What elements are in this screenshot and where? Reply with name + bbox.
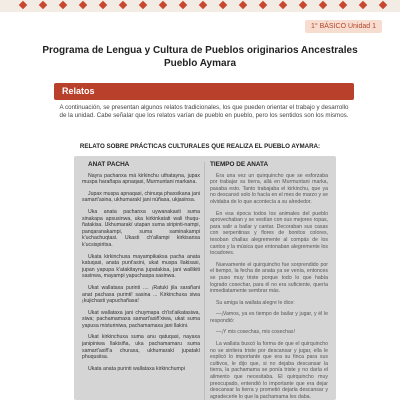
band-motif [199, 1, 207, 9]
aymara-paragraph: Ukat kirkinchuxa suma anu qatuqasi, nayaxa janipiniwa llakisiña, uka pachamamaru suma samart'asiñ'a churaxa, ukhumarakí jupatakí phuqusiisa. [82, 334, 200, 361]
aymara-paragraph: Ukata kirkinchuxa mayampikaksa pacha anata katuqasi, anata punt'asini, ukat muspa llakisasi, jupan yapupa k'atakitayna jupatakisa, jani wallikiti sasinwa, mayampi yapuchaspa sasinwa. [82, 253, 200, 280]
band-motif [159, 1, 167, 9]
intro-text: A continuación, se presentan algunos relatos tradicionales, los que pueden orientar el trabajo y desarrollo de la unidad. Cabe señalar que los relatos varían de pueblo en pueblo, pero los sentidos son los mismos. [59, 104, 349, 119]
story-panel [74, 156, 336, 400]
band-motif [279, 1, 287, 9]
column-divider [204, 162, 205, 400]
aymara-paragraph: Nayra pachanxa má kirkinchu uthatayna, jupax muspa harañapa apnaqasi, Murmuntani markana. [82, 172, 200, 186]
program-title: Programa de Lengua y Cultura de Pueblos originarios Ancestrales [42, 45, 358, 56]
story-section-title: RELATO SOBRE PRÁCTICAS CULTURALES QUE REALIZA EL PUEBLO AYMARA: [79, 143, 321, 150]
spanish-heading: TIEMPO DE ANATA [210, 161, 269, 168]
decorative-top-band [0, 0, 400, 12]
program-subtitle: Pueblo Aymara [163, 58, 237, 69]
aymara-paragraph: Ukat wallataxa purinti .... ¡Ratuki jila sarañani anat pachaxa purinti! sasina ... Kirkinchuxa siwa ¡kujichasti yapuchañasa! [82, 284, 200, 305]
banner-label: Relatos [62, 86, 95, 96]
aymara-paragraph: Ukat wallataxa jani chuymapa ch'ist'aikatasiwa, siwa; pachamamaxa samart'asiñ'xiwa, ukat suma yapusa misturiniwa, pachamamaxa jani llakini. [82, 309, 200, 329]
band-motif [379, 1, 387, 9]
spanish-paragraph: Su amiga la wallata alegre le dice: [216, 299, 295, 306]
band-motif [219, 1, 227, 9]
aymara-heading: ANAT PACHA [88, 161, 130, 168]
spanish-paragraph: —¡Vamos, ya es tiempo de bailar y jugar, y él le respondió: [210, 311, 328, 324]
aymara-column [82, 156, 200, 377]
unit-label: 1° BÁSICO Unidad 1 [305, 20, 382, 33]
band-motif [19, 1, 27, 9]
band-motif [59, 1, 67, 9]
band-motif [239, 1, 247, 9]
band-motif [259, 1, 267, 9]
aymara-paragraph: Ukata anata purinti wallataxa kirkinchumpi [88, 365, 185, 372]
band-motif [119, 1, 127, 9]
spanish-paragraph: Era una vez un quirquincho que se esforzaba por trabajar su tierra, allá en Murmuntani marka, pasaba esto. Tanto trabajaba el kirkinchu, que ya no descansó solo lo hacía en el mes de marzo y se olvidaba de lo que acontecía a su alrededor. [210, 172, 328, 205]
band-motif [179, 1, 187, 9]
band-motif [79, 1, 87, 9]
spanish-paragraph: —¡Y mis cosechas, mis cosechas! [216, 329, 295, 336]
spanish-column [210, 156, 328, 405]
band-motif [339, 1, 347, 9]
band-motif [99, 1, 107, 9]
band-motif [139, 1, 147, 9]
spanish-paragraph: En esa época todos los animales del pueblo aprovechaban y se vestían con sus mejores ropas, para salir a bailar y cantar. Decoraban sus casas con serpentinas y flores de bonitos colores, tesoban challas alegremente al compás de los cantos y la música que entonaban alegremente los tocadores. [210, 210, 328, 257]
band-motif [39, 1, 47, 9]
band-motif [319, 1, 327, 9]
aymara-paragraph: Jupax muspa apnaqasi, chinuqa phaxsikana jani samart'asina, ukhumarakí jani núñasa, ukjasinsa. [82, 190, 200, 204]
aymara-paragraph: Uka anata pachanxa uywanakasti suma sinakapa apsusinwa, uka kirkinkatati wali thuqu-ñatakisa. Ukhumarakí utapan suma siripinti-nampi, panqaranakampi, suma saminakampi k'uchachuqtasi. Ukasti ch'allampi kirkisansa k'ucsispiritsa. [82, 208, 200, 248]
spanish-paragraph: La wallata buscó la forma de que el quirquincho no se sintiera triste por descansar y jugar, ella le explicó lo importante que era su finca para sus cultivos, le dijo que, si no dejaba descansar la tierra, la pachamama se ponía triste y no daría el alimento que necesitaba. El quirquincho muy preocupado, entendió lo importante que era dejar descansar la tierra y prometió dejarla descansar y agradecerle lo que la pachamama les daba. [210, 341, 328, 400]
band-motif [359, 1, 367, 9]
band-motif [299, 1, 307, 9]
spanish-paragraph: Nuevamente el quirquincho fue sorprendido por el tiempo, la fecha de anata ya se venía, entonces se puso muy triste porque todo lo que había logrado cosechar, para él no era suficiente, quería inmediatamente sembrar más. [210, 261, 328, 295]
section-banner [54, 83, 354, 100]
